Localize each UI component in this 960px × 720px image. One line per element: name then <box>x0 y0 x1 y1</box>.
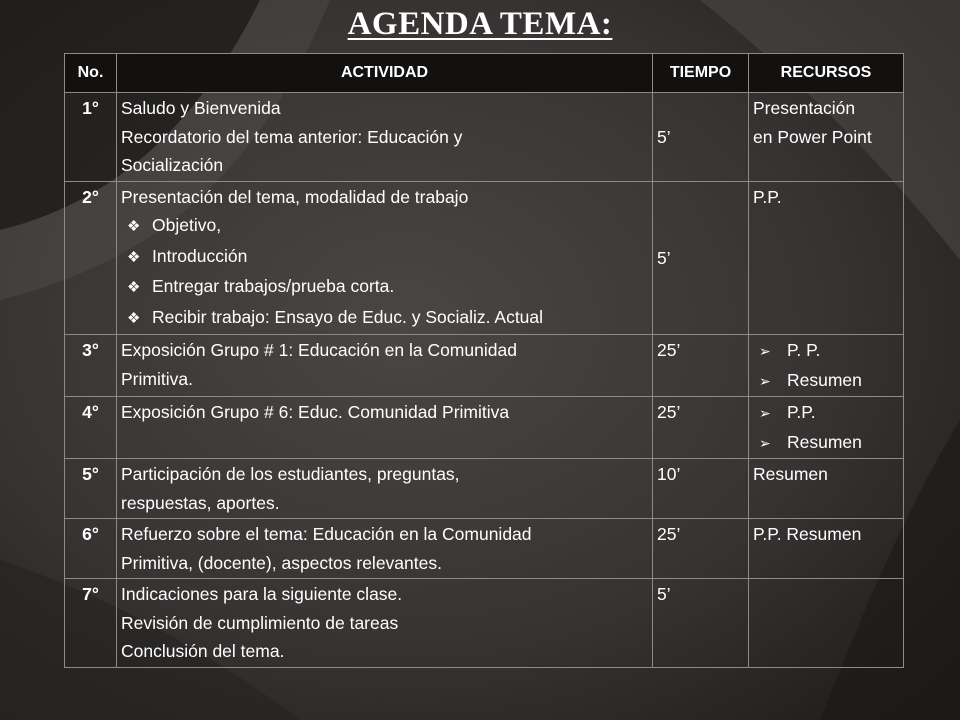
arrow-bullet-icon: ➢ <box>759 434 771 451</box>
table-row <box>65 335 904 397</box>
resource-line: P.P. Resumen <box>753 524 862 544</box>
table-row <box>65 579 904 668</box>
time-cell: 10’ <box>653 459 749 519</box>
header-tiempo: TIEMPO <box>653 54 749 93</box>
row-number: 5° <box>65 459 117 519</box>
activity-cell <box>117 579 653 668</box>
bullet-item <box>121 272 648 303</box>
resource-line: en Power Point <box>753 126 872 147</box>
table-row <box>65 397 904 459</box>
activity-line: Saludo y Bienvenida <box>121 98 281 118</box>
bullet-text: Objetivo, <box>152 215 222 235</box>
resource-line: Resumen <box>753 464 828 484</box>
diamond-bullet-icon: ❖ <box>127 248 141 266</box>
arrow-bullet-icon: ➢ <box>759 372 771 389</box>
activity-line: Indicaciones para la siguiente clase. <box>121 584 403 604</box>
resource-line: P.P. <box>753 186 782 207</box>
resources-cell <box>749 519 904 579</box>
diamond-bullet-icon: ❖ <box>127 309 141 327</box>
activity-line: Exposición Grupo # 6: Educ. Comunidad Primitiva <box>121 402 510 422</box>
time-cell: 5’ <box>653 579 749 668</box>
activity-line: respuestas, aportes. <box>121 492 280 513</box>
resource-text: Resumen <box>787 369 862 390</box>
arrow-bullet-icon: ➢ <box>759 343 771 359</box>
time-cell: 25’ <box>653 397 749 459</box>
row-number: 7° <box>65 579 117 668</box>
resource-bullet-item <box>753 366 899 396</box>
header-actividad: ACTIVIDAD <box>117 54 653 93</box>
activity-cell <box>117 93 653 182</box>
header-recursos: RECURSOS <box>749 54 904 93</box>
bullet-item <box>121 303 648 334</box>
row-number: 3° <box>65 335 117 397</box>
activity-line: Revisión de cumplimiento de tareas <box>121 612 399 633</box>
bullet-item <box>121 242 648 273</box>
table-header-row <box>65 54 904 93</box>
resources-cell <box>749 459 904 519</box>
bullet-text: Entregar trabajos/prueba corta. <box>152 276 395 296</box>
time-cell: 5’ <box>653 181 749 335</box>
row-number: 1° <box>65 93 117 182</box>
resources-cell <box>749 397 904 459</box>
table-row <box>65 519 904 579</box>
activity-line: Primitiva, (docente), aspectos relevantes. <box>121 552 442 573</box>
resource-text: P.P. <box>787 402 816 422</box>
activity-line: Primitiva. <box>121 368 193 389</box>
table-row <box>65 181 904 335</box>
agenda-table <box>64 53 904 668</box>
row-number: 2° <box>65 181 117 335</box>
activity-cell <box>117 459 653 519</box>
resource-bullet-item <box>753 398 899 428</box>
resource-bullet-item <box>753 428 899 458</box>
activity-cell <box>117 181 653 335</box>
resources-cell <box>749 93 904 182</box>
activity-cell <box>117 335 653 397</box>
activity-line: Conclusión del tema. <box>121 641 285 661</box>
resource-text: Resumen <box>787 431 862 452</box>
activity-line: Participación de los estudiantes, preguntas, <box>121 464 460 484</box>
resource-line: Presentación <box>753 98 856 118</box>
row-number: 6° <box>65 519 117 579</box>
resource-bullet-item <box>753 336 899 366</box>
bullet-item <box>121 211 648 242</box>
activity-line: Presentación del tema, modalidad de trabajo <box>121 186 469 207</box>
row-number: 4° <box>65 397 117 459</box>
diamond-bullet-icon: ❖ <box>127 218 141 235</box>
activity-line: Refuerzo sobre el tema: Educación en la Comunidad <box>121 524 532 544</box>
bullet-text: Introducción <box>152 245 248 266</box>
arrow-bullet-icon: ➢ <box>759 405 771 421</box>
diamond-bullet-icon: ❖ <box>127 279 141 296</box>
resources-cell <box>749 579 904 668</box>
time-cell: 25’ <box>653 519 749 579</box>
table-row <box>65 459 904 519</box>
activity-cell <box>117 519 653 579</box>
time-cell: 5’ <box>653 93 749 182</box>
activity-line: Socialización <box>121 155 224 175</box>
resources-cell <box>749 181 904 335</box>
bullet-text: Recibir trabajo: Ensayo de Educ. y Socializ. Actual <box>152 306 544 327</box>
table-row <box>65 93 904 182</box>
resources-cell <box>749 335 904 397</box>
page-title: AGENDA TEMA: <box>347 6 613 42</box>
activity-cell <box>117 397 653 459</box>
activity-line: Exposición Grupo # 1: Educación en la Comunidad <box>121 340 517 360</box>
header-no: No. <box>65 54 117 93</box>
time-cell: 25’ <box>653 335 749 397</box>
resource-text: P. P. <box>787 340 821 360</box>
activity-line: Recordatorio del tema anterior: Educación y <box>121 126 463 147</box>
